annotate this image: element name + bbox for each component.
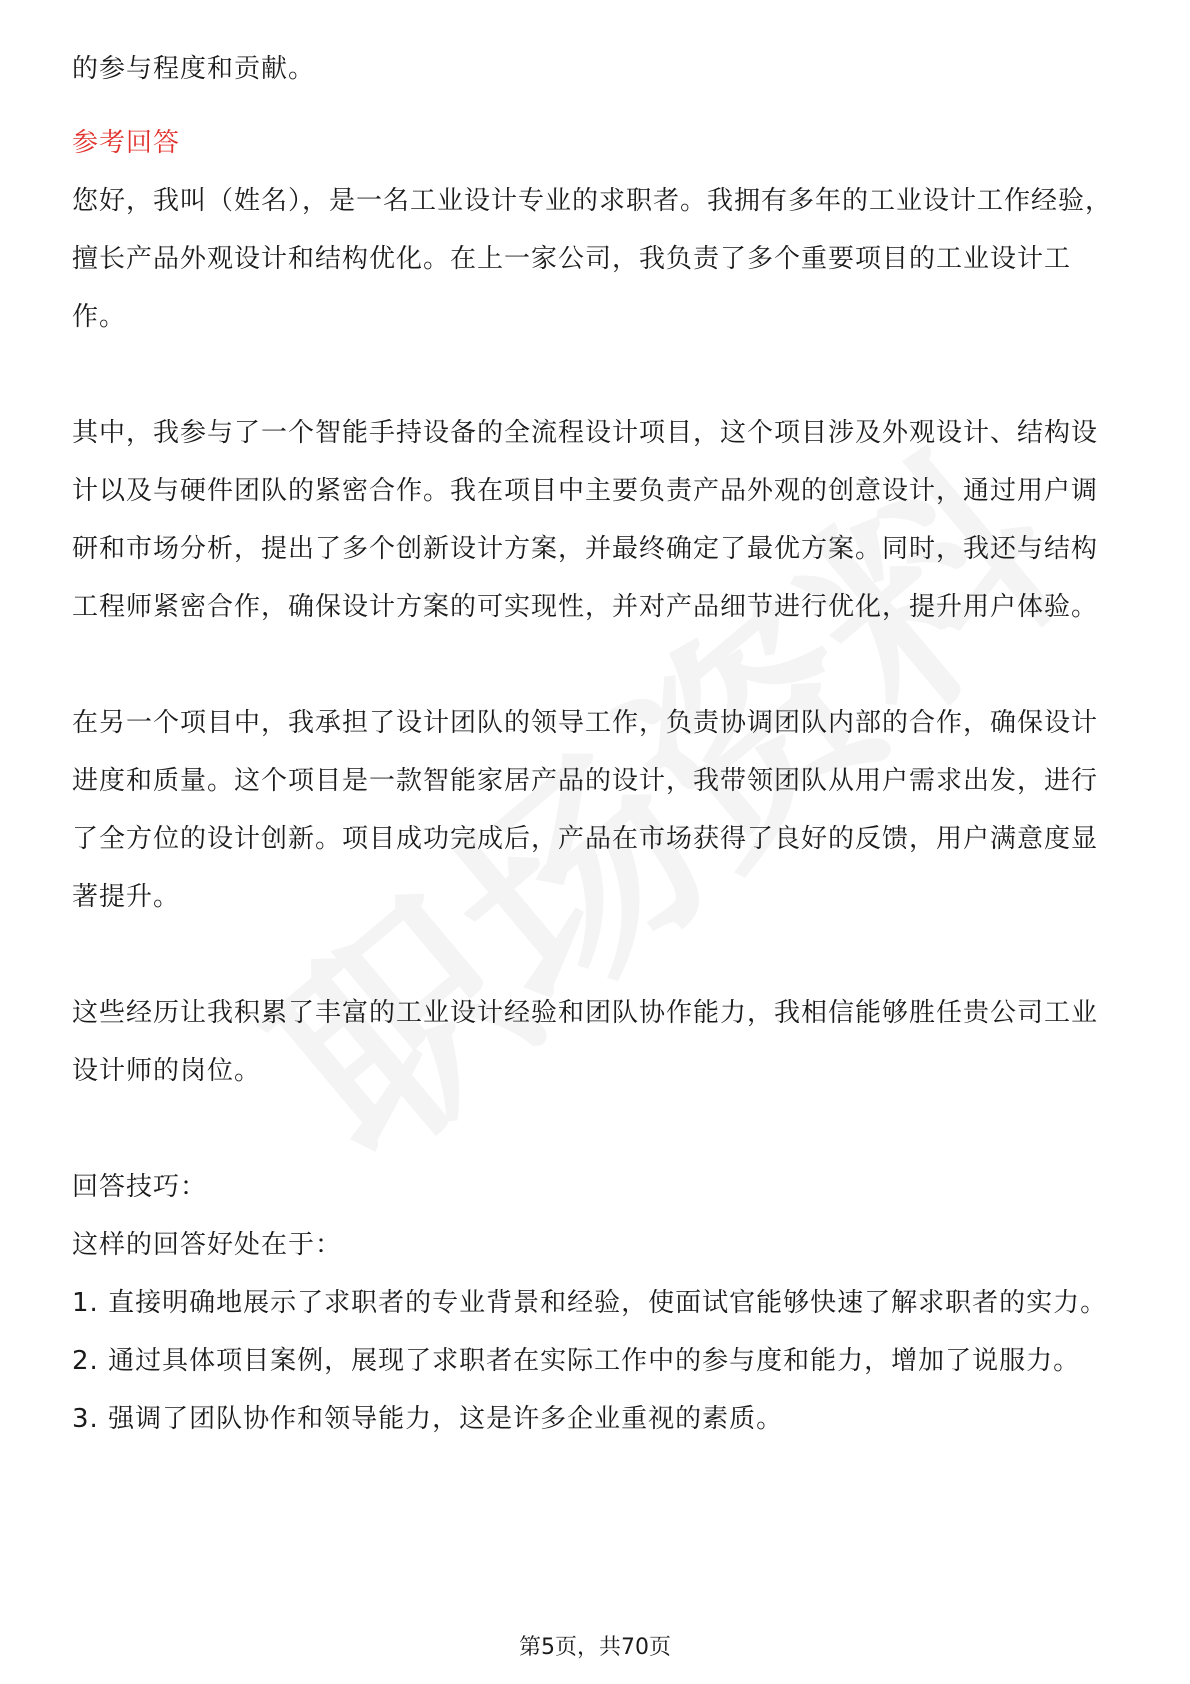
tip-item-3: 3. 强调了团队协作和领导能力，这是许多企业重视的素质。 xyxy=(72,1404,784,1434)
paragraph-gap xyxy=(72,346,1120,404)
paragraph-gap xyxy=(72,1100,1120,1158)
answer-paragraph-2: 其中，我参与了一个智能手持设备的全流程设计项目，这个项目涉及外观设计、结构设计以及与硬件团队的紧密合作。我在项目中主要负责产品外观的创意设计，通过用户调研和市场分析，提出了多个创新设计方案，并最终确定了最优方案。同时，我还与结构工程师紧密合作，确保设计方案的可实现性，并对产品细节进行优化，提升用户体验。 xyxy=(72,418,1099,622)
tip-item-1: 1. 直接明确地展示了求职者的专业背景和经验，使面试官能够快速了解求职者的实力。 xyxy=(72,1288,1108,1318)
answer-paragraph-4: 这些经历让我积累了丰富的工业设计经验和团队协作能力，我相信能够胜任贵公司工业设计师的岗位。 xyxy=(72,998,1099,1086)
tip-item-2: 2. 通过具体项目案例，展现了求职者在实际工作中的参与度和能力，增加了说服力。 xyxy=(72,1346,1081,1376)
paragraph-gap xyxy=(72,636,1120,694)
intro-tail-text: 的参与程度和贡献。 xyxy=(72,54,316,84)
document-body xyxy=(72,40,1120,1448)
tips-intro: 这样的回答好处在于： xyxy=(72,1230,343,1260)
answer-paragraph-1: 您好，我叫（姓名），是一名工业设计专业的求职者。我拥有多年的工业设计工作经验，擅长产品外观设计和结构优化。在上一家公司，我负责了多个重要项目的工业设计工作。 xyxy=(72,186,1113,332)
page-number-footer: 第5页，共70页 xyxy=(519,1635,671,1660)
paragraph-gap xyxy=(72,926,1120,984)
tips-heading: 回答技巧： xyxy=(72,1172,208,1202)
answer-paragraph-3: 在另一个项目中，我承担了设计团队的领导工作，负责协调团队内部的合作，确保设计进度和质量。这个项目是一款智能家居产品的设计，我带领团队从用户需求出发，进行了全方位的设计创新。项目成功完成后，产品在市场获得了良好的反馈，用户满意度显著提升。 xyxy=(72,708,1099,912)
answer-heading: 参考回答 xyxy=(72,128,181,158)
